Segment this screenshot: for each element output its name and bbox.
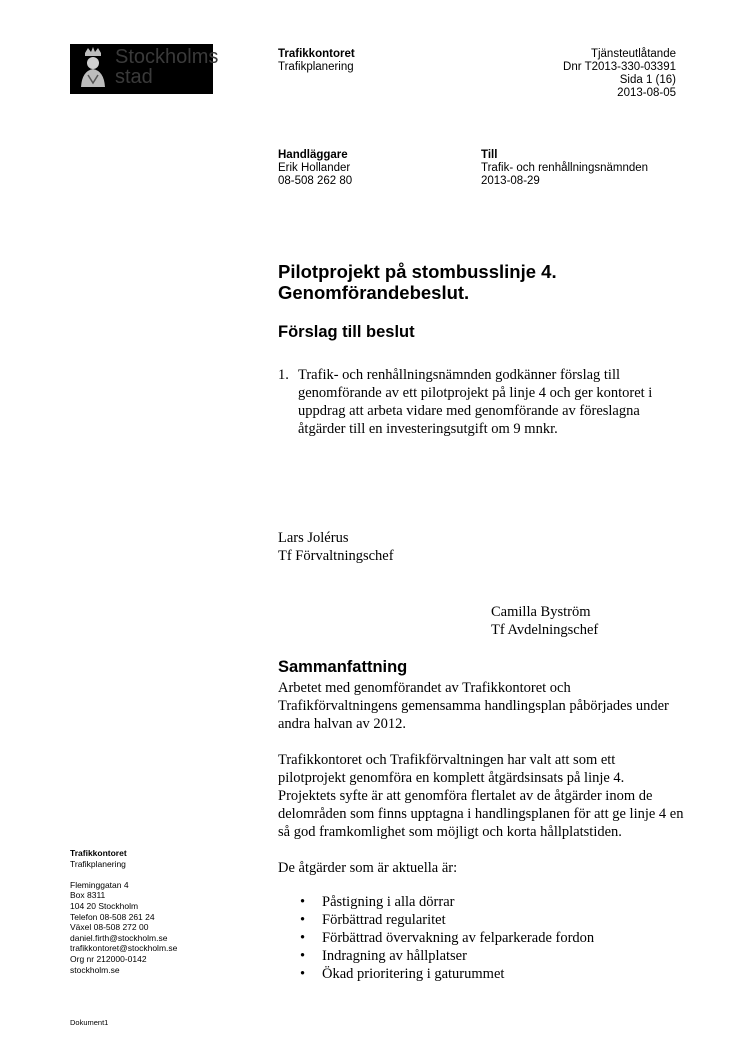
bullet-icon: • (300, 912, 306, 928)
signature-2-name: Camilla Byström (491, 604, 591, 620)
handler-name: Erik Hollander (278, 162, 351, 174)
footer-address-line: Fleminggatan 4 (70, 879, 129, 890)
handler-label: Handläggare (278, 149, 348, 161)
proposal-item-text: Trafik- och renhållningsnämnden godkänner förslag till genomförande av ett pilotprojekt på linje 4 och ger kontoret i uppdrag att arbeta vidare med genomförande av föreslagna åtgärder till en investeringsutgift om 9 mnkr. (298, 367, 653, 437)
signature-1-name: Lars Jolérus (278, 530, 349, 546)
proposal-item (278, 366, 678, 438)
footer-contact (70, 848, 177, 975)
recipient-date: 2013-08-29 (481, 175, 540, 187)
summary-heading: Sammanfattning (278, 658, 408, 676)
footer-contact-line: Org nr 212000-0142 (70, 953, 147, 964)
summary-body (278, 679, 684, 877)
measures-list (300, 893, 680, 983)
signature-1 (278, 529, 394, 565)
title-line2: Genomförandebeslut. (278, 282, 470, 303)
footer-contact-line: Telefon 08-508 261 24 (70, 911, 155, 922)
header-department (278, 48, 355, 74)
proposal-item-number: 1. (278, 367, 289, 383)
recipient-name: Trafik- och renhållningsnämnden (481, 162, 649, 174)
header-unit: Trafikplanering (278, 61, 354, 73)
header-doc-info (563, 48, 676, 100)
handler-block (278, 149, 352, 188)
logo-text-line2: stad (115, 66, 153, 88)
handler-phone: 08-508 262 80 (278, 175, 353, 187)
document-name: Dokument1 (70, 1018, 109, 1027)
header-org: Trafikkontoret (278, 48, 355, 60)
signature-2 (491, 603, 598, 639)
doc-dnr: Dnr T2013-330-03391 (563, 61, 676, 73)
summary-paragraph-2: Trafikkontoret och Trafikförvaltningen har valt att som ett pilotprojekt genomföra en komplett åtgärdsinsats på linje 4. Projektets syfte är att genomföra flertalet av de åtgärder inom de delområden som finns upptagna i handlingsplanen för att ge linje 4 en så god framkomlighet som möjligt och korta hållplatstiden. (278, 752, 684, 840)
footer-address-line: Box 8311 (70, 890, 106, 901)
bullet-icon: • (300, 894, 306, 910)
proposal-list (278, 366, 678, 438)
bullet-icon: • (300, 966, 306, 982)
page-title (278, 261, 557, 303)
footer-org: Trafikkontoret (70, 848, 127, 858)
footer-address-line: 104 20 Stockholm (70, 900, 139, 911)
footer-email-link: trafikkontoret@stockholm.se (70, 943, 178, 954)
list-item: • Förbättrad övervakning av felparkerade fordon (300, 930, 595, 946)
footer-website: stockholm.se (70, 964, 120, 975)
list-item: • Förbättrad regularitet (300, 912, 446, 928)
doc-date: 2013-08-05 (617, 87, 676, 99)
doc-page: Sida 1 (16) (619, 74, 676, 86)
logo-text-line1: Stockholms (115, 46, 219, 68)
list-item: • Ökad prioritering i gaturummet (300, 966, 505, 982)
proposal-heading: Förslag till beslut (278, 323, 415, 341)
city-crest-icon (76, 47, 110, 91)
title-line1: Pilotprojekt på stombusslinje 4. (278, 261, 557, 282)
footer-unit: Trafikplanering (70, 858, 126, 869)
list-item: • Påstigning i alla dörrar (300, 894, 455, 910)
bullet-icon: • (300, 948, 306, 964)
footer-contact-line: Växel 08-508 272 00 (70, 922, 149, 933)
recipient-label: Till (481, 149, 498, 161)
signature-1-title: Tf Förvaltningschef (278, 548, 394, 564)
stockholms-stad-logo (70, 44, 219, 94)
recipient-block (481, 149, 648, 188)
summary-paragraph-3: De åtgärder som är aktuella är: (278, 860, 458, 876)
bullet-icon: • (300, 930, 306, 946)
doc-type: Tjänsteutlåtande (590, 48, 676, 60)
footer-email-link: daniel.firth@stockholm.se (70, 932, 168, 943)
list-item: • Indragning av hållplatser (300, 948, 467, 964)
summary-paragraph-1: Arbetet med genomförandet av Trafikkontoret och Trafikförvaltningens gemensamma handlingsplan påbörjades under andra halvan av 2012. (278, 680, 669, 732)
signature-2-title: Tf Avdelningschef (491, 622, 599, 638)
